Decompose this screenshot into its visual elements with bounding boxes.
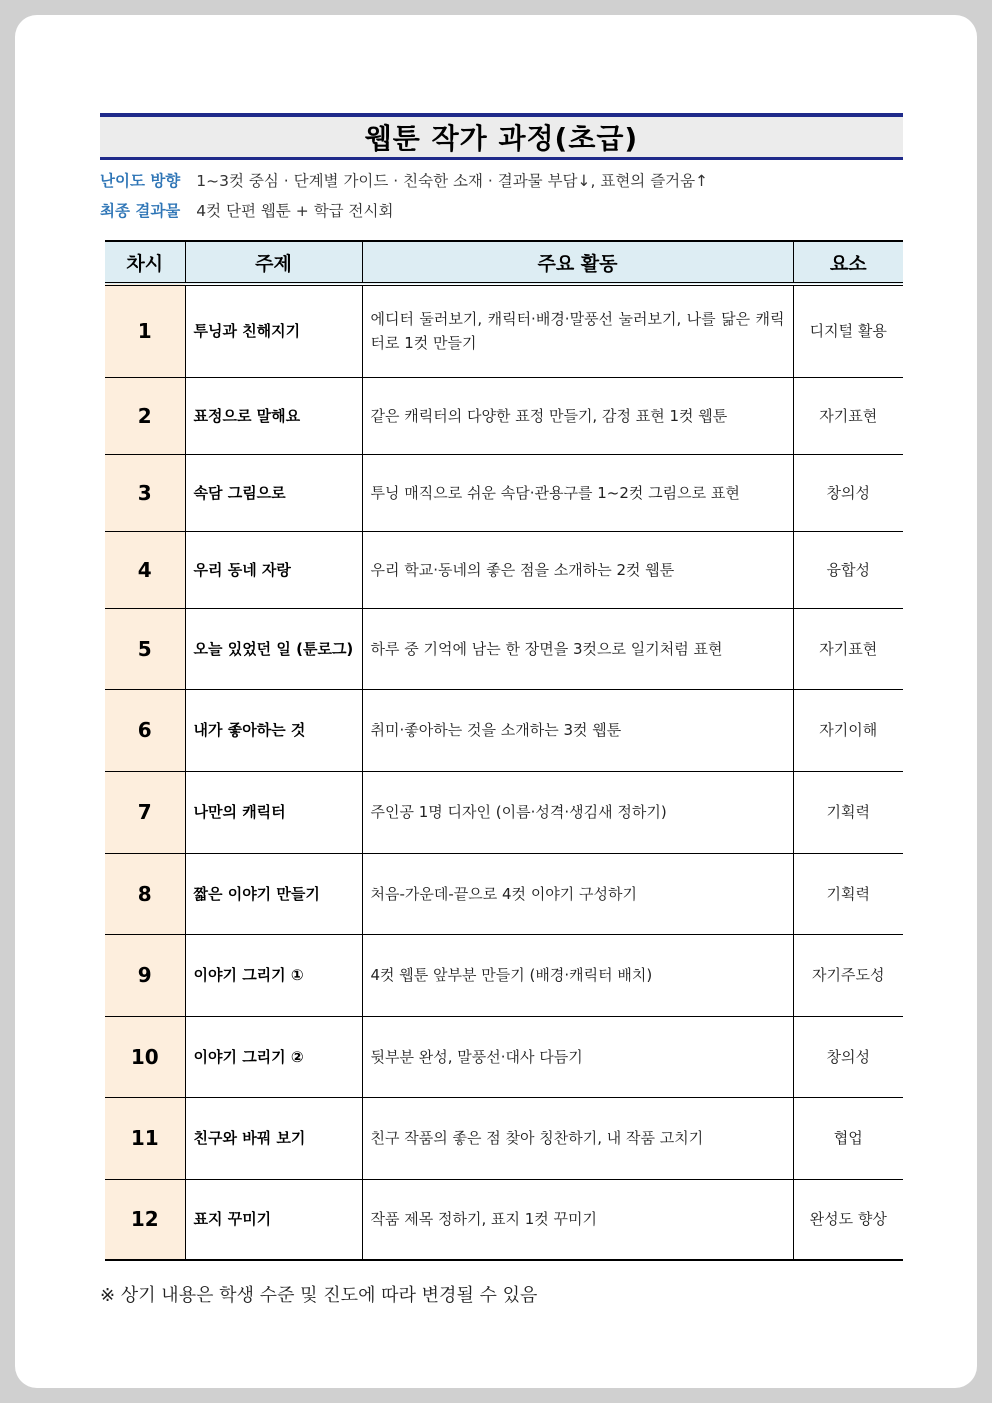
session-element: 완성도 향상 [793,1179,903,1260]
document-content [100,113,903,1307]
table-row [105,934,903,1016]
session-element: 자기표현 [793,377,903,454]
info-difficulty [100,166,903,196]
header-activity: 주요 활동 [362,241,793,284]
session-topic: 친구와 바꿔 보기 [185,1097,362,1179]
session-activity: 우리 학교·동네의 좋은 점을 소개하는 2컷 웹툰 [362,531,793,608]
session-number: 6 [105,689,185,771]
table-row [105,608,903,689]
session-activity: 4컷 웹툰 앞부분 만들기 (배경·캐릭터 배치) [362,934,793,1016]
table-body [105,284,903,1260]
session-number: 10 [105,1016,185,1097]
info-result [100,196,903,226]
session-element: 협업 [793,1097,903,1179]
table-row [105,284,903,377]
info-text-difficulty: 1~3컷 중심 · 단계별 가이드 · 친숙한 소재 · 결과물 부담↓, 표현의 즐거움↑ [196,172,709,190]
session-activity: 취미·좋아하는 것을 소개하는 3컷 웹툰 [362,689,793,771]
document-page [15,15,977,1388]
info-label-result: 최종 결과물 [100,202,181,220]
table-row [105,771,903,853]
session-element: 자기이해 [793,689,903,771]
session-element: 기획력 [793,853,903,934]
session-topic: 이야기 그리기 ① [185,934,362,1016]
title-bar [100,113,903,160]
table-row [105,454,903,531]
session-element: 기획력 [793,771,903,853]
session-activity: 처음-가운데-끝으로 4컷 이야기 구성하기 [362,853,793,934]
table-row [105,531,903,608]
session-topic: 이야기 그리기 ② [185,1016,362,1097]
session-topic: 표정으로 말해요 [185,377,362,454]
session-number: 1 [105,284,185,377]
info-label-difficulty: 난이도 방향 [100,172,181,190]
session-element: 자기표현 [793,608,903,689]
header-topic: 주제 [185,241,362,284]
table-header-row [105,241,903,284]
session-number: 8 [105,853,185,934]
session-element: 융합성 [793,531,903,608]
session-topic: 속담 그림으로 [185,454,362,531]
header-element: 요소 [793,241,903,284]
session-element: 자기주도성 [793,934,903,1016]
session-number: 9 [105,934,185,1016]
table-row [105,1016,903,1097]
session-element: 창의성 [793,1016,903,1097]
session-activity: 작품 제목 정하기, 표지 1컷 꾸미기 [362,1179,793,1260]
session-number: 4 [105,531,185,608]
header-session: 차시 [105,241,185,284]
table-row [105,689,903,771]
session-activity: 하루 중 기억에 남는 한 장면을 3컷으로 일기처럼 표현 [362,608,793,689]
course-info [100,166,903,226]
session-number: 2 [105,377,185,454]
session-topic: 나만의 캐릭터 [185,771,362,853]
session-topic: 짧은 이야기 만들기 [185,853,362,934]
table-row [105,853,903,934]
session-activity: 같은 캐릭터의 다양한 표정 만들기, 감정 표현 1컷 웹툰 [362,377,793,454]
session-topic: 오늘 있었던 일 (툰로그) [185,608,362,689]
session-activity: 주인공 1명 디자인 (이름·성격·생김새 정하기) [362,771,793,853]
curriculum-table [105,240,903,1261]
session-activity: 뒷부분 완성, 말풍선·대사 다듬기 [362,1016,793,1097]
session-activity: 투닝 매직으로 쉬운 속담·관용구를 1~2컷 그림으로 표현 [362,454,793,531]
session-number: 5 [105,608,185,689]
session-number: 12 [105,1179,185,1260]
session-element: 창의성 [793,454,903,531]
table-row [105,1179,903,1260]
session-activity: 에디터 둘러보기, 캐릭터·배경·말풍선 눌러보기, 나를 닮은 캐릭터로 1컷 만들기 [362,284,793,377]
table-row [105,1097,903,1179]
session-activity: 친구 작품의 좋은 점 찾아 칭찬하기, 내 작품 고치기 [362,1097,793,1179]
session-number: 3 [105,454,185,531]
page-title: 웹툰 작가 과정(초급) [364,122,639,155]
footnote: ※ 상기 내용은 학생 수준 및 진도에 따라 변경될 수 있음 [100,1285,538,1306]
table-row [105,377,903,454]
session-topic: 내가 좋아하는 것 [185,689,362,771]
session-number: 11 [105,1097,185,1179]
session-topic: 우리 동네 자랑 [185,531,362,608]
session-topic: 투닝과 친해지기 [185,284,362,377]
info-text-result: 4컷 단편 웹툰 + 학급 전시회 [196,202,394,220]
session-number: 7 [105,771,185,853]
session-element: 디지털 활용 [793,284,903,377]
session-topic: 표지 꾸미기 [185,1179,362,1260]
